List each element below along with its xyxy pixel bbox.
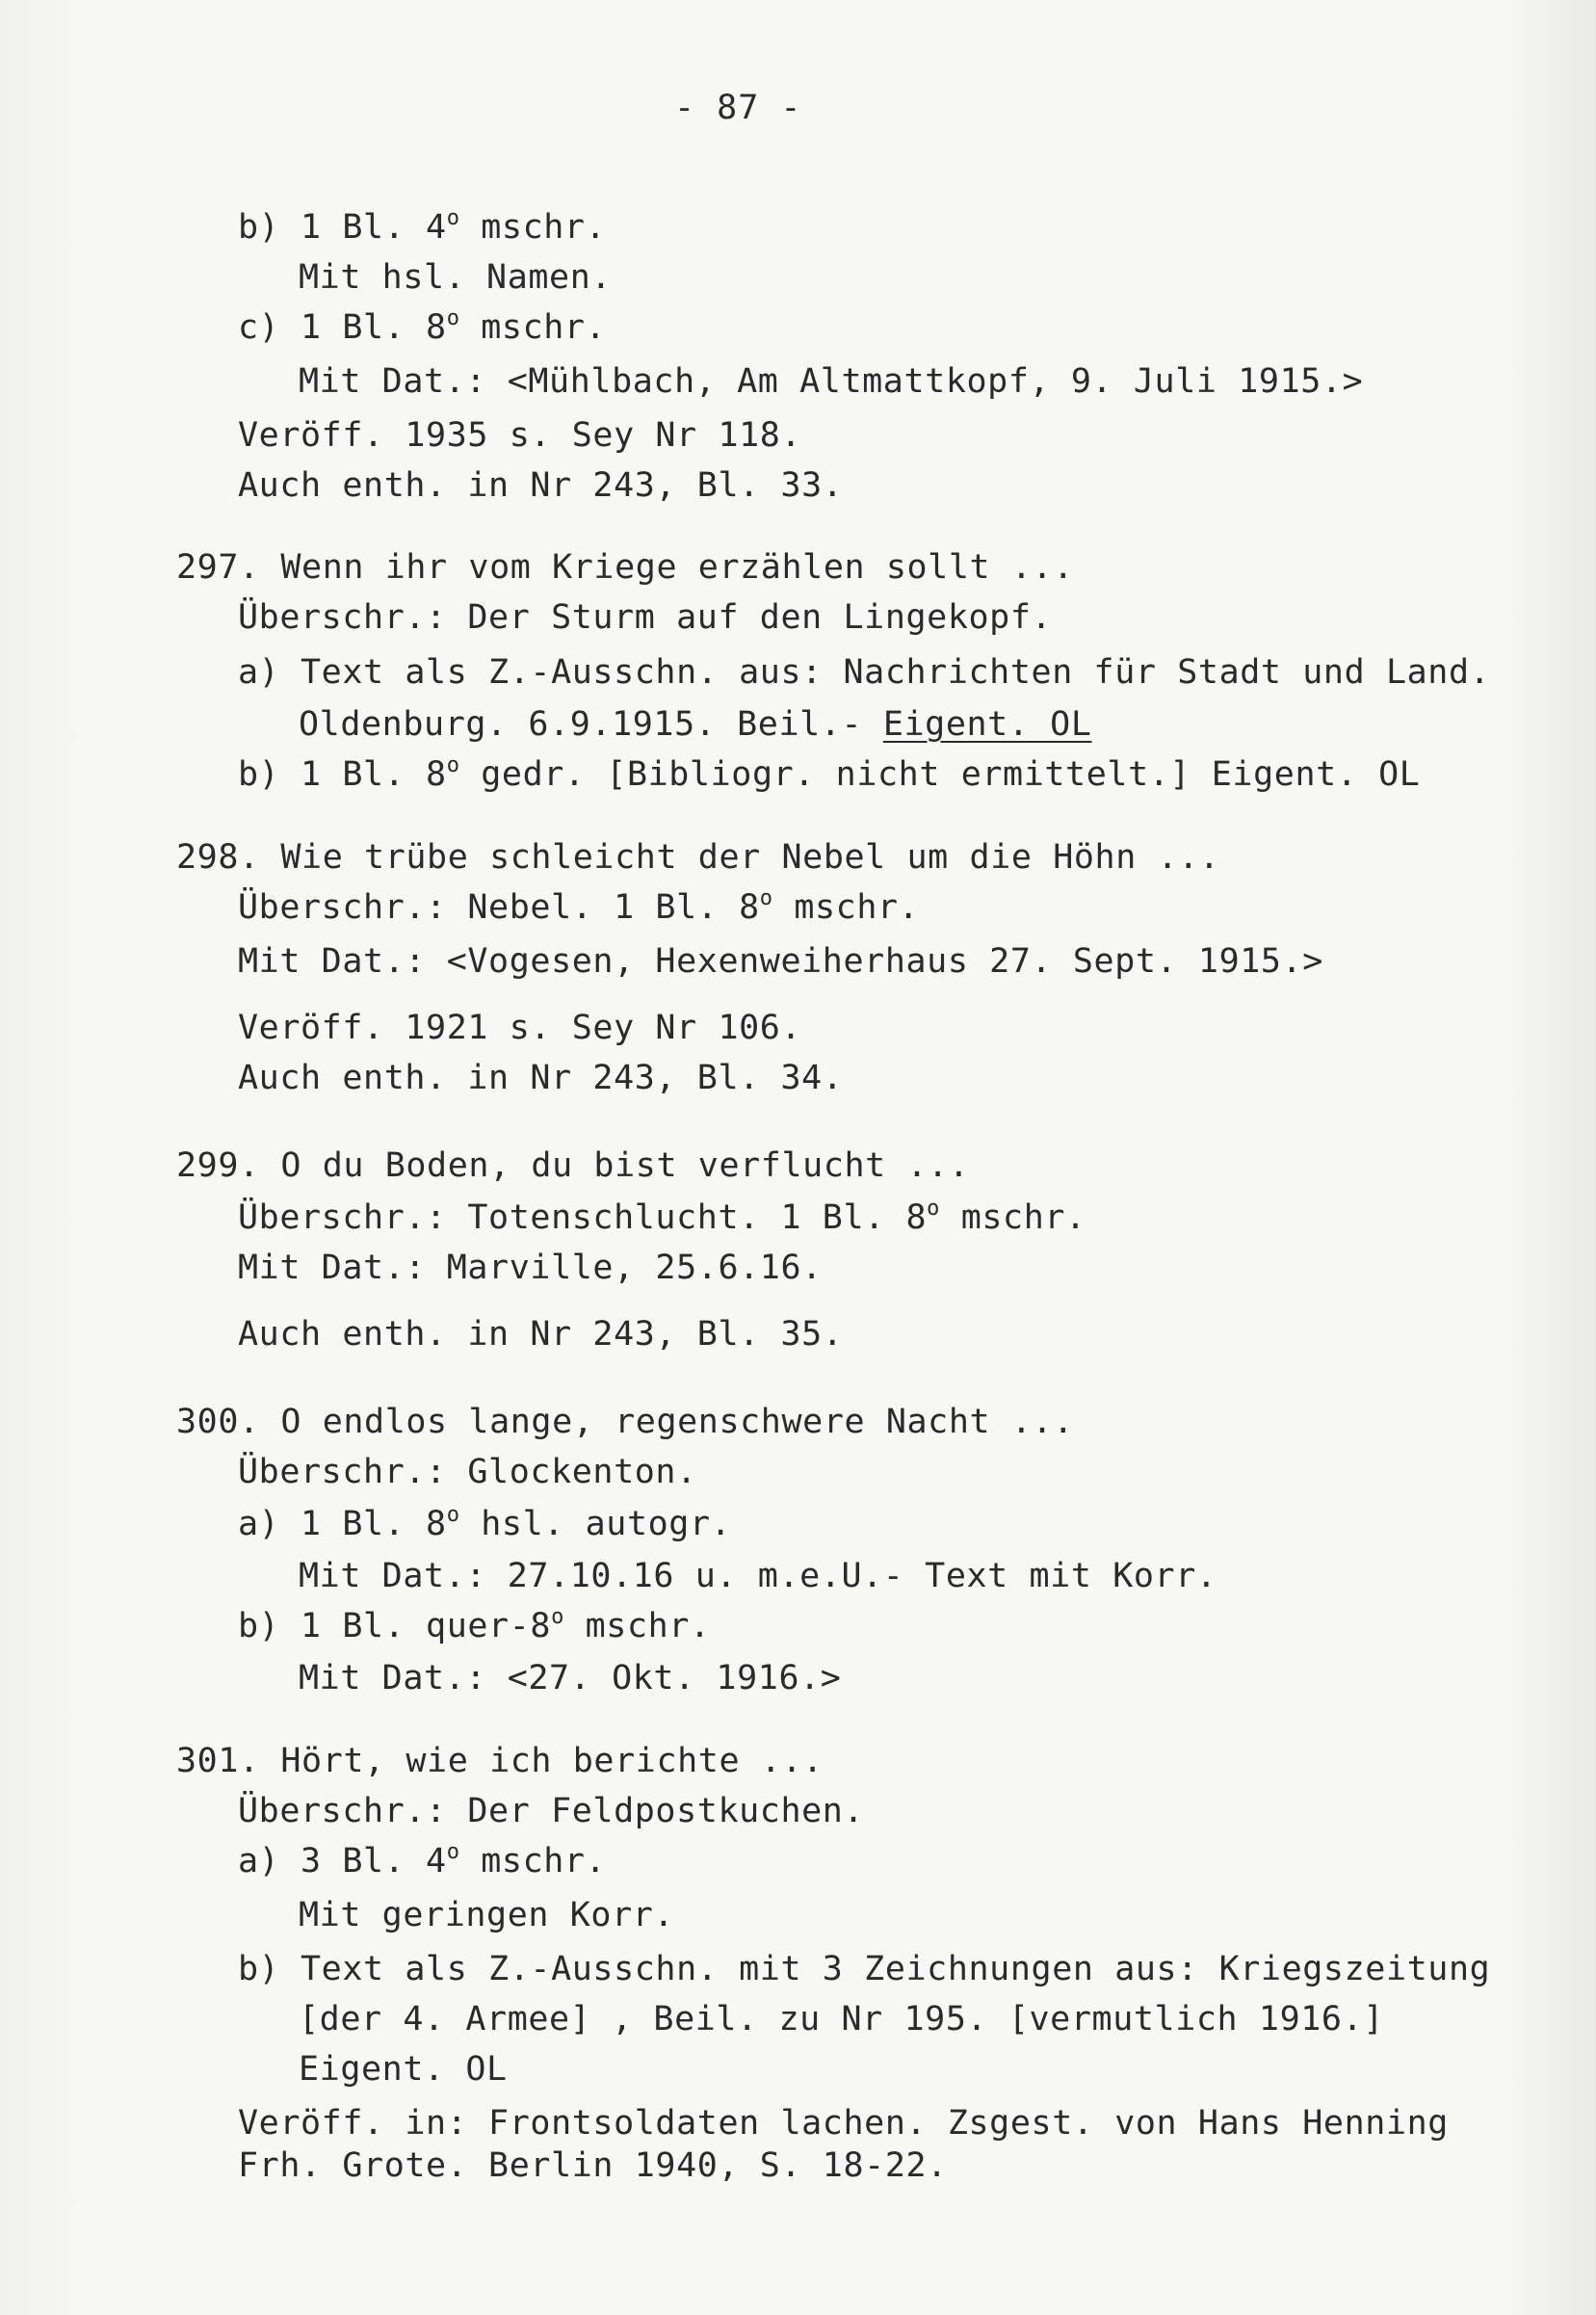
- degree-mark: o: [446, 206, 460, 230]
- entry-300-heading: Überschr.: Glockenton.: [238, 1453, 697, 1491]
- text-run: mschr.: [459, 1842, 607, 1881]
- text-run: mschr.: [459, 308, 607, 347]
- entry-300-title: 300. O endlos lange, regenschwere Nacht ...: [176, 1403, 1074, 1441]
- text-run: mschr.: [940, 1198, 1086, 1237]
- entry-299-contained: Auch enth. in Nr 243, Bl. 35.: [238, 1315, 844, 1354]
- entry-301-item-b-source: [der 4. Armee] , Beil. zu Nr 195. [vermutlich 1916.]: [299, 2000, 1384, 2039]
- degree-mark: o: [927, 1197, 941, 1221]
- owner-mark-underlined: Eigent. OL: [882, 705, 1092, 744]
- entry-296-item-c: [238, 306, 606, 349]
- entry-301-publication-cont: Frh. Grote. Berlin 1940, S. 18-22.: [238, 2146, 948, 2185]
- entry-296-item-b: [238, 206, 606, 249]
- degree-mark: o: [551, 1605, 564, 1629]
- text-run: a) 1 Bl. 8: [238, 1505, 447, 1543]
- entry-297-heading: Überschr.: Der Sturm auf den Lingekopf.: [238, 598, 1053, 637]
- text-run: Überschr.: Totenschlucht. 1 Bl. 8: [238, 1198, 928, 1237]
- text-run: b) 1 Bl. 8: [238, 755, 447, 794]
- entry-298-heading: [238, 886, 919, 929]
- text-run: gedr. [Bibliogr. nicht ermittelt.] Eigent. OL: [459, 755, 1421, 794]
- entry-300-item-b-date: Mit Dat.: <27. Okt. 1916.>: [299, 1659, 842, 1697]
- entry-298-publication: Veröff. 1921 s. Sey Nr 106.: [238, 1009, 802, 1047]
- entry-301-item-b: b) Text als Z.-Ausschn. mit 3 Zeichnungen aus: Kriegszeitung: [238, 1950, 1491, 1988]
- entry-301-title: 301. Hört, wie ich berichte ...: [176, 1742, 824, 1780]
- entry-298-title: 298. Wie trübe schleicht der Nebel um die Höhn ...: [176, 838, 1220, 877]
- entry-297-title: 297. Wenn ihr vom Kriege erzählen sollt ...: [176, 548, 1074, 587]
- entry-299-date: Mit Dat.: Marville, 25.6.16.: [238, 1249, 823, 1287]
- entry-299-title: 299. O du Boden, du bist verflucht ...: [176, 1146, 970, 1185]
- entry-298-date: Mit Dat.: <Vogesen, Hexenweiherhaus 27. Sept. 1915.>: [238, 942, 1323, 981]
- text-run: b) 1 Bl. quer-8: [238, 1607, 552, 1645]
- entry-296-item-c-date: Mit Dat.: <Mühlbach, Am Altmattkopf, 9. Juli 1915.>: [299, 362, 1364, 401]
- degree-mark: o: [446, 753, 460, 777]
- text-run: c) 1 Bl. 8: [238, 308, 447, 347]
- text-run: b) 1 Bl. 4: [238, 208, 447, 247]
- entry-300-item-a: [238, 1503, 731, 1545]
- entry-301-publication: Veröff. in: Frontsoldaten lachen. Zsgest. von Hans Henning: [238, 2104, 1449, 2143]
- entry-296-publication: Veröff. 1935 s. Sey Nr 118.: [238, 416, 802, 455]
- entry-296-item-b-note: Mit hsl. Namen.: [299, 258, 613, 297]
- entry-297-item-a-source: [299, 703, 1092, 746]
- text-run: mschr.: [459, 208, 607, 247]
- text-run: mschr.: [563, 1607, 711, 1645]
- degree-mark: o: [446, 1840, 460, 1864]
- text-run: Überschr.: Nebel. 1 Bl. 8: [238, 888, 760, 927]
- degree-mark: o: [759, 886, 773, 910]
- entry-299-heading: [238, 1197, 1086, 1239]
- entry-300-item-b: [238, 1605, 711, 1647]
- entry-297-item-b: [238, 753, 1420, 796]
- entry-301-item-b-owner: Eigent. OL: [299, 2050, 508, 2089]
- entry-296-contained: Auch enth. in Nr 243, Bl. 33.: [238, 466, 844, 505]
- degree-mark: o: [446, 1503, 460, 1527]
- entry-300-item-a-date: Mit Dat.: 27.10.16 u. m.e.U.- Text mit Korr.: [299, 1557, 1217, 1595]
- entry-301-heading: Überschr.: Der Feldpostkuchen.: [238, 1792, 865, 1830]
- text-run: mschr.: [772, 888, 920, 927]
- entry-298-contained: Auch enth. in Nr 243, Bl. 34.: [238, 1059, 844, 1097]
- text-run: a) 3 Bl. 4: [238, 1842, 447, 1881]
- degree-mark: o: [446, 306, 460, 330]
- page-number: - 87 -: [674, 89, 802, 127]
- entry-297-item-a: a) Text als Z.-Ausschn. aus: Nachrichten für Stadt und Land.: [238, 653, 1491, 692]
- entry-301-item-a: [238, 1840, 606, 1882]
- entry-301-item-a-note: Mit geringen Korr.: [299, 1896, 675, 1934]
- text-run: Oldenburg. 6.9.1915. Beil.-: [299, 705, 883, 744]
- text-run: hsl. autogr.: [459, 1505, 732, 1543]
